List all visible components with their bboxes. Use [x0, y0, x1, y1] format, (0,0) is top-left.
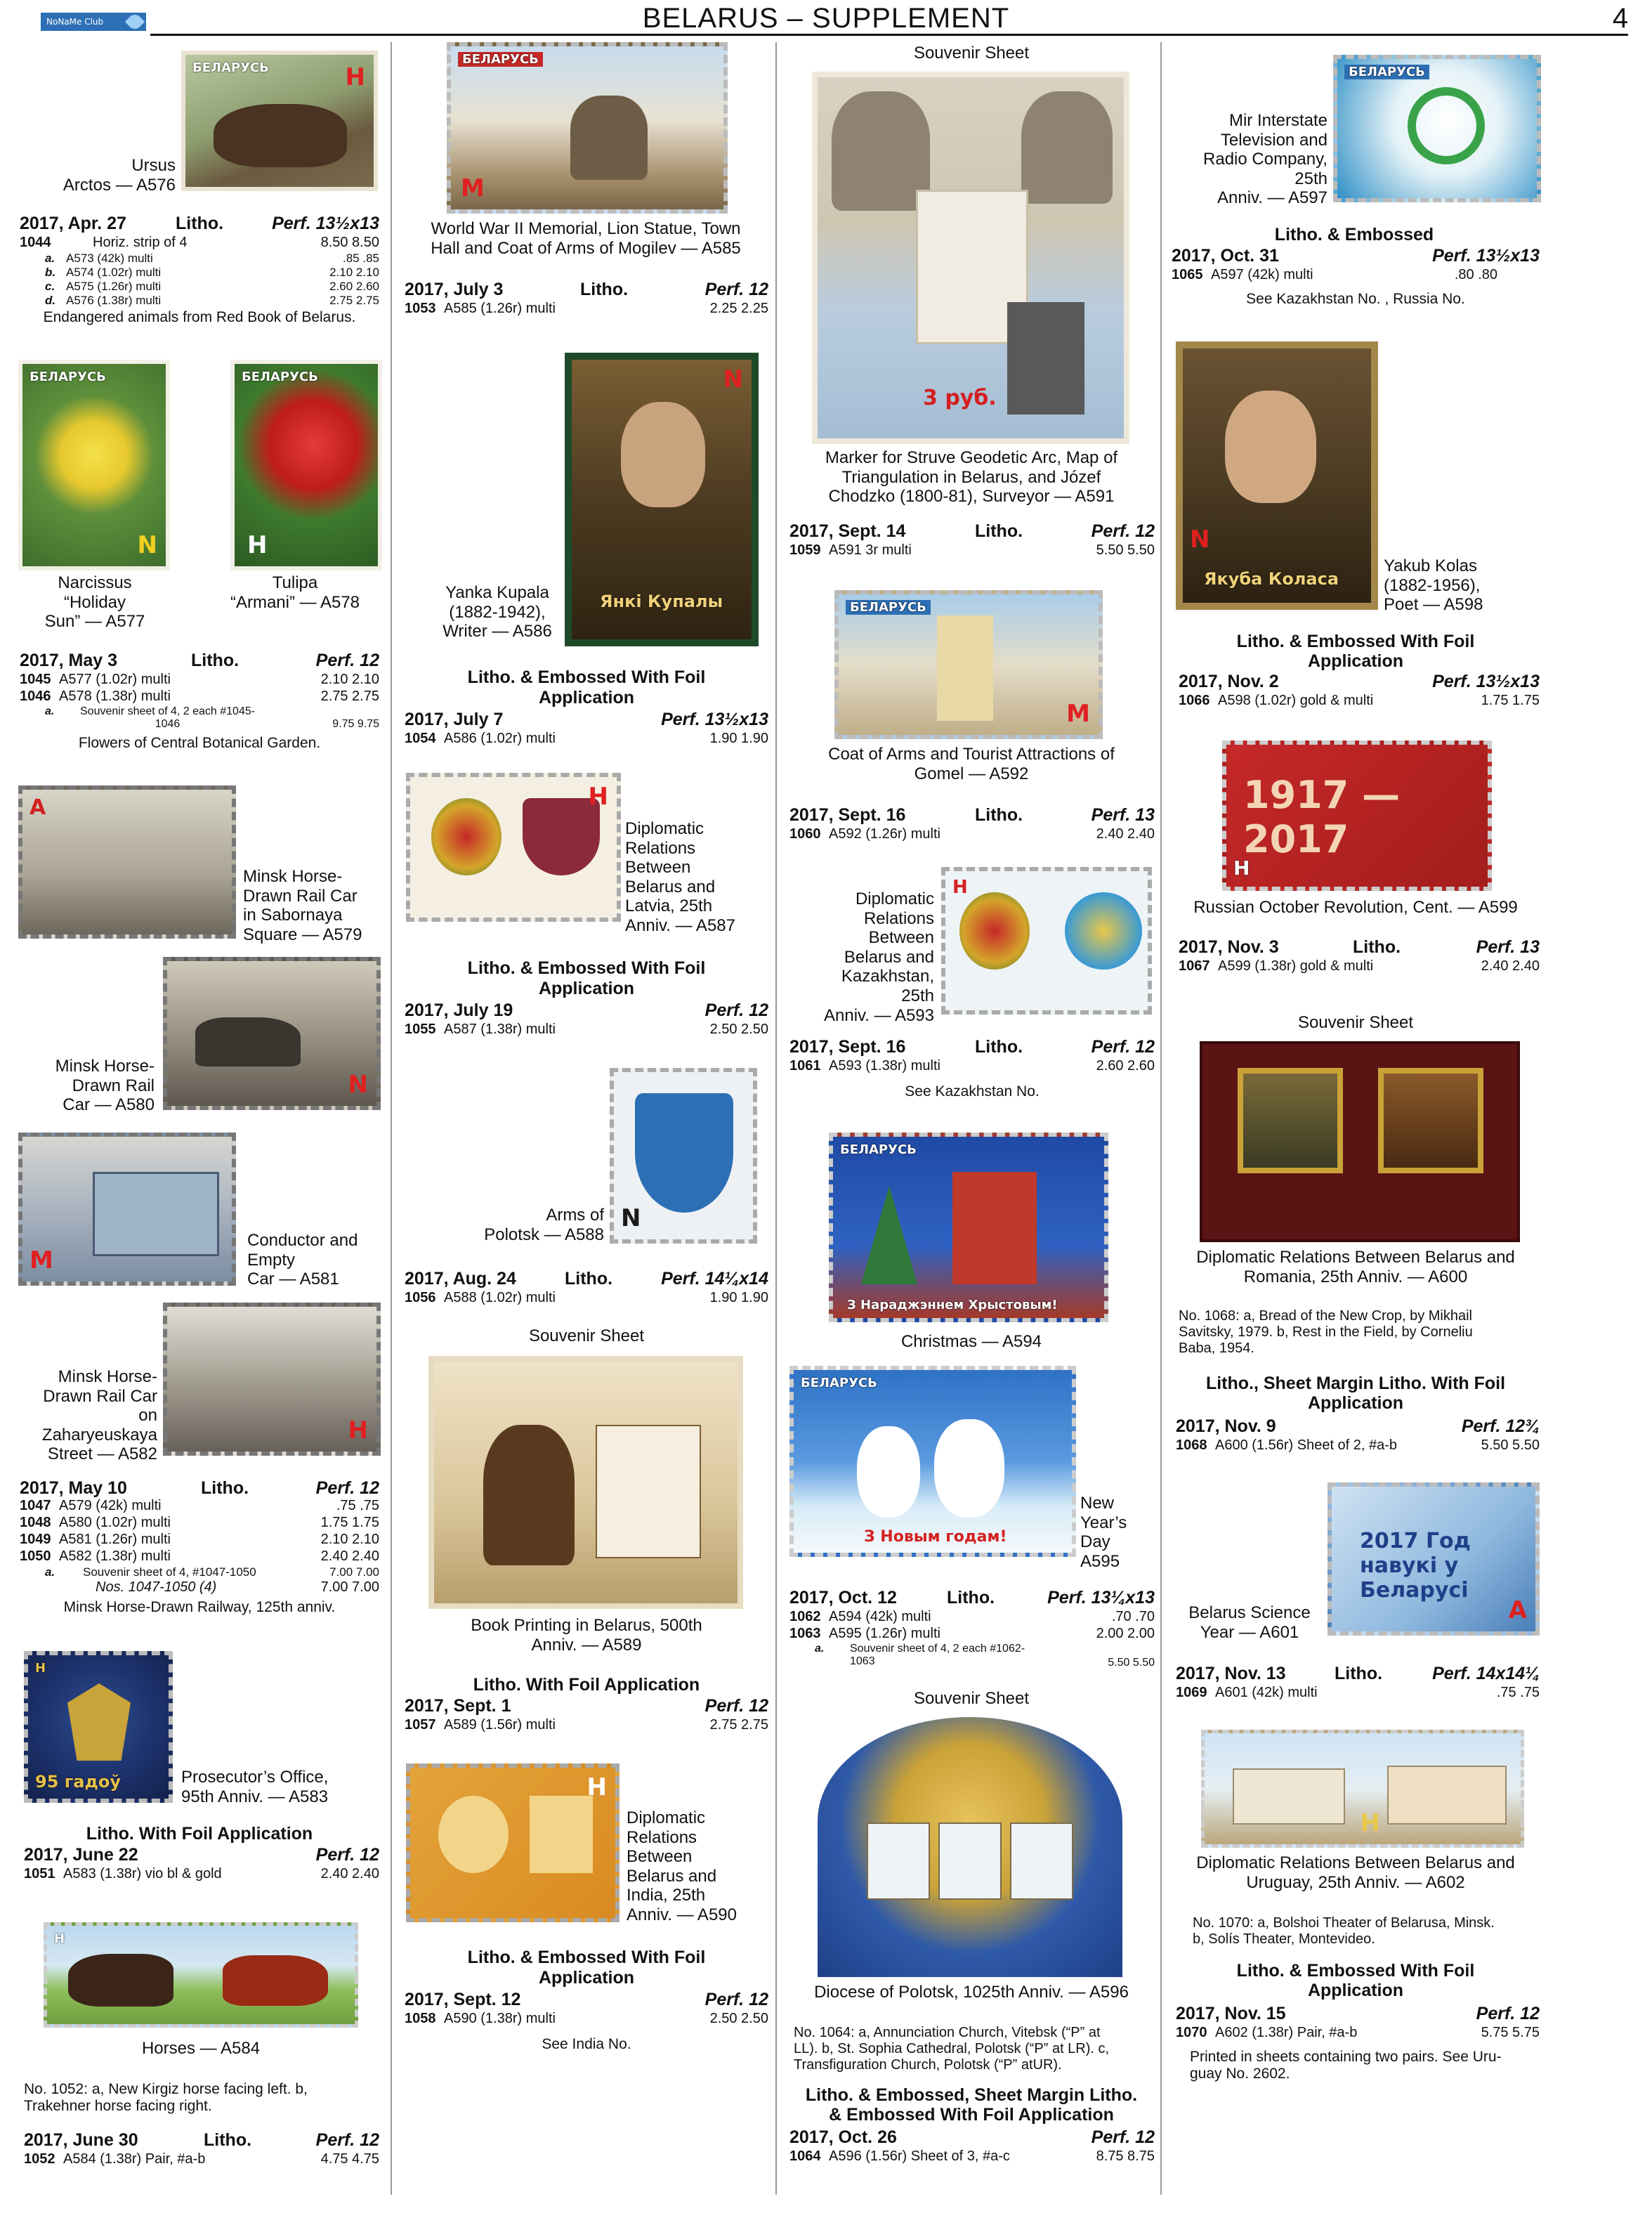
stamp-a598-kolas: Якуба Коласа N: [1176, 341, 1378, 610]
catalog-row: 1058 A590 (1.38r) multi 2.50 2.50: [405, 2011, 768, 2026]
caption-a594: Christmas — A594: [900, 1332, 1042, 1351]
stamp-inset: [1010, 1822, 1073, 1900]
issue-heading-1070: 2017, Nov. 15 Perf. 12: [1176, 2004, 1540, 2023]
header-rule: [150, 34, 1628, 36]
catalog-row: 1068 A600 (1.56r) Sheet of 2, #a-b 5.50 5.50: [1176, 1437, 1540, 1453]
stamp-a585-mogilev: БЕЛАРУСЬ M: [447, 42, 728, 214]
horse-shape: [68, 1954, 173, 2007]
note-1068: No. 1068: a, Bread of the New Crop, by Mikhail Savitsky, 1979. b, Rest in the Field, by Corneliu Baba, 1954.: [1179, 1308, 1473, 1356]
caption-a581: Conductor and Empty Car — A581: [247, 1231, 358, 1289]
coat-of-arms-shape: [438, 1796, 509, 1873]
caption-a580: Minsk Horse- Drawn Rail Car — A580: [55, 1057, 155, 1115]
stamp-a595-new-year: БЕЛАРУСЬ З Новым годам!: [789, 1366, 1076, 1557]
issue-heading-1055: 2017, July 19 Perf. 12: [405, 1000, 768, 1020]
issue-heading-1066: 2017, Nov. 2 Perf. 13½x13: [1179, 672, 1540, 691]
snowman-shape: [857, 1426, 920, 1518]
catalog-row: 1062 A594 (42k) multi .70 .70: [789, 1609, 1155, 1624]
note-1058: See India No.: [542, 2036, 631, 2052]
catalog-row: c. A575 (1.26r) multi 2.60 2.60: [45, 280, 379, 293]
caption-a583: Prosecutor’s Office, 95th Anniv. — A583: [181, 1768, 329, 1806]
stamp-a592-gomel: БЕЛАРУСЬ M: [834, 590, 1103, 739]
caption-a586: Yanka Kupala (1882-1942), Writer — A586: [442, 583, 552, 641]
painting-frame: [1238, 1068, 1343, 1173]
catalog-row: a. Souvenir sheet of 4, 2 each #1045- 1046 9.75 9.75: [45, 705, 379, 730]
portrait-face-shape: [621, 402, 705, 507]
theater-shape: [1233, 1768, 1345, 1825]
stamp-a597-mir-tv: БЕЛАРУСЬ: [1333, 55, 1541, 202]
catalog-row: 1044 Horiz. strip of 4 8.50 8.50: [20, 235, 379, 250]
stamp-a594-christmas: БЕЛАРУСЬ З Нараджэннем Хрыстовым!: [829, 1133, 1108, 1322]
catalog-row: 1053 A585 (1.26r) multi 2.25 2.25: [405, 301, 768, 316]
caption-a590: Diplomatic Relations Between Belarus and India, 25th Anniv. — A590: [627, 1808, 737, 1924]
catalog-row: 1059 A591 3r multi 5.50 5.50: [789, 542, 1155, 558]
issue-heading-1058: 2017, Sept. 12 Perf. 12: [405, 1990, 768, 2009]
catalog-row: 1070 A602 (1.38r) Pair, #a-b 5.75 5.75: [1176, 2025, 1540, 2040]
caption-a591: Marker for Struve Geodetic Arc, Map of Triangulation in Belarus, and Józef Chodzko (1800-81), Surveyor — A591: [825, 448, 1118, 507]
stamp-a601-science-year: 2017 Год навукі у Беларусі A: [1328, 1482, 1540, 1636]
stamp-a590-india: H: [406, 1763, 620, 1922]
issue-heading-1056: 2017, Aug. 24 Litho. Perf. 14¼x14: [405, 1269, 768, 1289]
section-heading: Litho. & Embossed, Sheet Margin Litho. & Embossed With Foil Application: [805, 2085, 1138, 2125]
catalog-row: 1050 A582 (1.38r) multi 2.40 2.40: [20, 1548, 379, 1564]
column-divider: [1160, 42, 1162, 2195]
stamp-a581: M: [18, 1133, 236, 1286]
catalog-row: b. A574 (1.02r) multi 2.10 2.10: [45, 266, 379, 279]
caption-a600: Diplomatic Relations Between Belarus and Romania, 25th Anniv. — A600: [1196, 1248, 1515, 1286]
catalog-row: 1064 A596 (1.56r) Sheet of 3, #a-c 8.75 8.75: [789, 2148, 1155, 2164]
stamp-a583-prosecutor: H 95 гадоў: [24, 1651, 173, 1803]
coat-of-arms-shape: [431, 798, 501, 875]
catalog-row: 1060 A592 (1.26r) multi 2.40 2.40: [789, 826, 1155, 842]
note-1061: See Kazakhstan No.: [905, 1083, 1040, 1100]
catalog-row: 1049 A581 (1.26r) multi 2.10 2.10: [20, 1532, 379, 1547]
issue-perf: Perf. 13½x13: [272, 214, 379, 233]
section-heading: Litho. With Foil Application: [473, 1675, 700, 1695]
page-title: BELARUS – SUPPLEMENT: [642, 3, 1010, 34]
section-heading: Litho. & Embossed With Foil Application: [467, 667, 706, 707]
stamp-country: БЕЛАРУСЬ: [192, 60, 269, 75]
catalog-row: 1061 A593 (1.38r) multi 2.60 2.60: [789, 1058, 1155, 1074]
catalog-row: 1066 A598 (1.02r) gold & multi 1.75 1.75: [1179, 693, 1540, 708]
caption-a601: Belarus Science Year — A601: [1188, 1603, 1311, 1642]
caption-a589: Book Printing in Belarus, 500th Anniv. — A589: [471, 1616, 702, 1655]
issue-heading-1045: 2017, May 3 Litho. Perf. 12: [20, 651, 379, 670]
catalog-row: 1054 A586 (1.02r) multi 1.90 1.90: [405, 731, 768, 746]
caption-a578: Tulipa “Armani” — A578: [230, 573, 360, 612]
caption-a584: Horses — A584: [141, 2039, 261, 2058]
catalog-row: 1047 A579 (42k) multi .75 .75: [20, 1498, 379, 1513]
emblem-shape: [67, 1683, 131, 1761]
caption-a597: Mir Interstate Television and Radio Company, 25th Anniv. — A597: [1203, 111, 1328, 208]
catalog-row: 1063 A595 (1.26r) multi 2.00 2.00: [789, 1626, 1155, 1641]
issue-heading-1044: [20, 214, 379, 235]
souvenir-sheet-label: Souvenir Sheet: [913, 1689, 1030, 1708]
stamp-a580: N: [163, 957, 381, 1110]
catalog-row: d. A576 (1.38r) multi 2.75 2.75: [45, 294, 379, 307]
stamp-a579: A: [18, 785, 236, 939]
stamp-a576-bear: [181, 51, 378, 191]
catalog-row: 1045 A577 (1.02r) multi 2.10 2.10: [20, 672, 379, 687]
lion-statue-shape: [570, 96, 648, 180]
page-header: [0, 0, 1652, 37]
issue-heading-1065: 2017, Oct. 31 Perf. 13½x13: [1172, 246, 1540, 266]
tram-car-shape: [93, 1172, 219, 1256]
caption-a598: Yakub Kolas (1882-1956), Poet — A598: [1384, 556, 1483, 615]
note-1045: Flowers of Central Botanical Garden.: [78, 735, 321, 751]
stamp-a587-latvia: H: [406, 773, 621, 922]
mir-logo-shape: [1408, 87, 1485, 164]
catalog-row: 1065 A597 (42k) multi .80 .80: [1172, 267, 1497, 282]
note-1044: Endangered animals from Red Book of Belarus.: [43, 309, 356, 325]
catalog-row: a. Souvenir sheet of 4, 2 each #1062- 1063 5.50 5.50: [815, 1643, 1155, 1669]
catalog-row: a. Souvenir sheet of 4, #1047-1050 7.00 7.00: [45, 1565, 379, 1579]
note-1052: No. 1052: a, New Kirgiz horse facing left. b, Trakehner horse facing right.: [24, 2081, 308, 2115]
issue-heading-1060: 2017, Sept. 16 Litho. Perf. 13: [789, 805, 1155, 825]
emblem-shape: [530, 1796, 593, 1873]
portrait-shape: [832, 91, 930, 211]
caption-a576: Ursus Arctos — A576: [63, 156, 176, 195]
stamp-a591-struve: 3 руб.: [812, 72, 1129, 444]
caption-a588: Arms of Polotsk — A588: [484, 1206, 604, 1244]
catalog-row: 1052 A584 (1.38r) Pair, #a-b 4.75 4.75: [24, 2151, 379, 2167]
note-1064: No. 1064: a, Annunciation Church, Vitebsk (“P” at LL). b, St. Sophia Cathedral, Polotsk (“P” at LR). c, Transfiguration Church, Polotsk (“P” atUR).: [794, 2025, 1110, 2073]
caption-a602: Diplomatic Relations Between Belarus and Uruguay, 25th Anniv. — A602: [1196, 1853, 1515, 1892]
stamp-a599-october: 1917 — 2017 H: [1222, 741, 1492, 891]
stamp-a577-narcissus: БЕЛАРУСЬ N: [18, 360, 170, 570]
church-shape: [952, 1172, 1037, 1284]
book-page-shape: [596, 1425, 701, 1558]
coat-of-arms-shape: [1065, 892, 1142, 970]
catalog-row: 1051 A583 (1.38r) vio bl & gold 2.40 2.40: [24, 1866, 379, 1881]
issue-heading-1067: 2017, Nov. 3 Litho. Perf. 13: [1179, 937, 1540, 957]
souvenir-sheet-label: Souvenir Sheet: [913, 44, 1030, 63]
issue-heading-1064: 2017, Oct. 26 Perf. 12: [789, 2127, 1155, 2147]
caption-a599: Russian October Revolution, Cent. — A599: [1193, 898, 1518, 917]
note-1047: Minsk Horse-Drawn Railway, 125th anniv.: [63, 1599, 336, 1615]
catalog-row: 1056 A588 (1.02r) multi 1.90 1.90: [405, 1290, 768, 1305]
shield-icon: [635, 1093, 733, 1213]
portrait-shape: [1021, 91, 1113, 204]
souvenir-sheet-label: Souvenir Sheet: [528, 1326, 645, 1345]
note-1065: See Kazakhstan No. , Russia No.: [1246, 291, 1465, 307]
horse-shape: [223, 1955, 328, 2006]
issue-heading-1051: 2017, June 22 Perf. 12: [24, 1845, 379, 1865]
caption-a577: Narcissus “Holiday Sun” — A577: [44, 573, 145, 632]
section-heading: Litho. With Foil Application: [86, 1824, 313, 1844]
souvenir-sheet-label: Souvenir Sheet: [1297, 1013, 1414, 1032]
logo-text: NoNaMe Club: [46, 17, 104, 27]
issue-date: 2017, Apr. 27: [20, 214, 126, 233]
issue-heading-1062: 2017, Oct. 12 Litho. Perf. 13¼x13: [789, 1588, 1155, 1607]
catalog-row: 1067 A599 (1.38r) gold & multi 2.40 2.40: [1179, 958, 1540, 974]
section-heading: Litho. & Embossed With Foil Application: [467, 958, 706, 998]
stamp-a589-book-printing: [428, 1356, 743, 1609]
caption-a592: Coat of Arms and Tourist Attractions of Gomel — A592: [828, 745, 1115, 783]
note-1070: No. 1070: a, Bolshoi Theater of Belarusa, Minsk. b, Solís Theater, Montevideo.: [1193, 1915, 1495, 1947]
catalog-row: 1048 A580 (1.02r) multi 1.75 1.75: [20, 1515, 379, 1530]
stamp-a602-uruguay: H: [1201, 1730, 1524, 1848]
issue-heading-1059: 2017, Sept. 14 Litho. Perf. 12: [789, 521, 1155, 541]
stamp-inset: [867, 1822, 930, 1900]
section-heading: Litho. & Embossed With Foil Application: [1236, 632, 1475, 671]
issue-heading-1069: 2017, Nov. 13 Litho. Perf. 14x14¼: [1176, 1664, 1540, 1683]
stamp-a596-polotsk-diocese: [818, 1717, 1122, 1977]
issue-process: Litho.: [176, 214, 224, 233]
stamp-a578-tulip: БЕЛАРУСЬ H: [230, 360, 382, 570]
column-divider: [775, 42, 777, 2195]
caption-a579: Minsk Horse- Drawn Rail Car in Sabornaya Square — A579: [243, 867, 362, 944]
stamp-a600-romania: [1200, 1041, 1520, 1242]
stamp-a588-polotsk: N: [610, 1068, 757, 1244]
stamp-rate: H: [345, 63, 365, 91]
stamp-inset: [938, 1822, 1002, 1900]
issue-heading-1057: 2017, Sept. 1 Perf. 12: [405, 1696, 768, 1716]
painting-frame: [1378, 1068, 1483, 1173]
snowman-shape: [934, 1419, 1004, 1518]
note-1070-printed: Printed in sheets containing two pairs. See Uru- guay No. 2602.: [1190, 2049, 1502, 2082]
page-number: 4: [1612, 3, 1628, 34]
caption-a596: Diocese of Polotsk, 1025th Anniv. — A596: [814, 1983, 1129, 2002]
column-divider: [391, 42, 392, 2195]
section-heading: Litho., Sheet Margin Litho. With Foil Application: [1205, 1374, 1506, 1413]
issue-heading-1052: 2017, June 30 Litho. Perf. 12: [24, 2130, 379, 2150]
caption-a593: Diplomatic Relations Between Belarus and Kazakhstan, 25th Anniv. — A593: [824, 889, 934, 1025]
church-shape: [937, 615, 993, 721]
catalog-row: 1057 A589 (1.56r) multi 2.75 2.75: [405, 1717, 768, 1733]
monument-shape: [1007, 302, 1084, 415]
caption-a595: New Year’s Day A595: [1080, 1494, 1127, 1571]
issue-heading-1053: 2017, July 3 Litho. Perf. 12: [405, 280, 768, 299]
caption-a585: World War II Memorial, Lion Statue, Town Hall and Coat of Arms of Mogilev — A585: [431, 219, 741, 258]
caption-a582: Minsk Horse- Drawn Rail Car on Zaharyeuskaya Street — A582: [41, 1367, 157, 1464]
catalog-row: 1069 A601 (42k) multi .75 .75: [1176, 1685, 1540, 1700]
coat-of-arms-shape: [959, 892, 1030, 970]
section-heading: Litho. & Embossed With Foil Application: [467, 1948, 706, 1988]
issue-heading-1068: 2017, Nov. 9 Perf. 12¾: [1176, 1416, 1540, 1436]
horse-shape: [195, 1017, 301, 1067]
issue-heading-1061: 2017, Sept. 16 Litho. Perf. 12: [789, 1037, 1155, 1057]
caption-a587: Diplomatic Relations Between Belarus and Latvia, 25th Anniv. — A587: [625, 819, 735, 935]
issue-heading-1054: 2017, July 7 Perf. 13½x13: [405, 710, 768, 729]
theater-shape: [1387, 1766, 1507, 1825]
catalog-row: 1055 A587 (1.38r) multi 2.50 2.50: [405, 1022, 768, 1037]
catalog-row: Nos. 1047-1050 (4) 7.00 7.00: [96, 1579, 379, 1595]
printer-figure-shape: [483, 1425, 575, 1565]
section-heading: Litho. & Embossed With Foil Application: [1236, 1961, 1475, 2000]
issue-heading-1047: 2017, May 10 Litho. Perf. 12: [20, 1478, 379, 1498]
stamp-a582: H: [163, 1303, 381, 1456]
christmas-tree-shape: [861, 1186, 917, 1284]
catalog-row: 1046 A578 (1.38r) multi 2.75 2.75: [20, 689, 379, 704]
section-heading: Litho. & Embossed: [1274, 225, 1434, 244]
bear-shape: [214, 104, 347, 167]
portrait-face-shape: [1225, 391, 1316, 503]
stamp-a584-horses: H: [44, 1922, 358, 2028]
stamp-a593-kazakhstan: H: [941, 867, 1152, 1015]
catalog-row: a. A573 (42k) multi .85 .85: [45, 252, 379, 265]
stamp-a586-kupala: Янкі Купалы N: [565, 353, 759, 646]
